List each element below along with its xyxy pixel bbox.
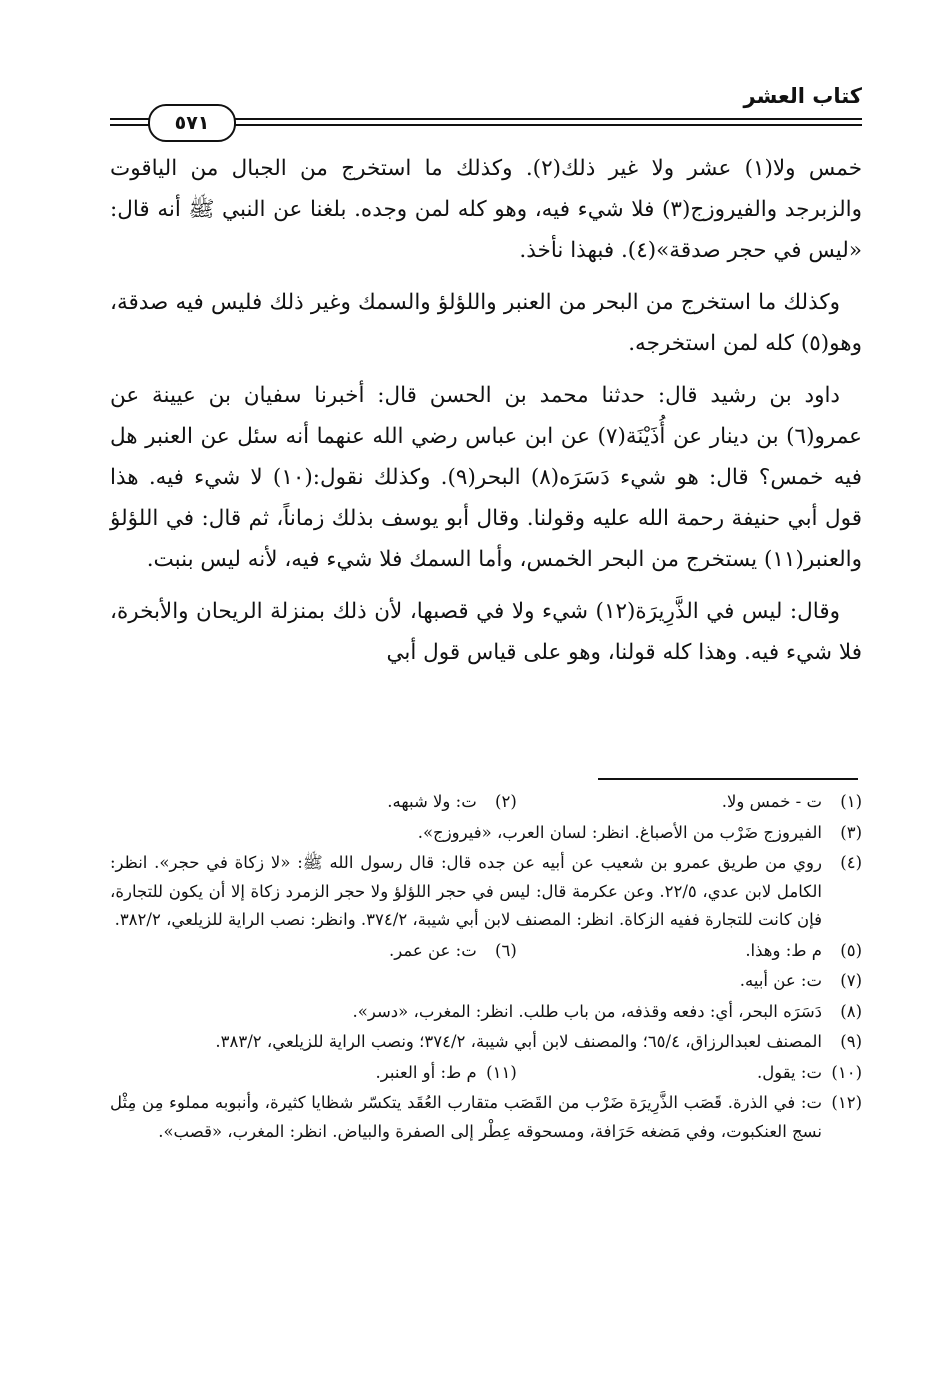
footnote-text: ت: عن عمر. — [389, 940, 477, 960]
footnote — [110, 1089, 862, 1146]
footnote-text: ت: عن أبيه. — [739, 971, 822, 990]
page-number: ٥٧١ — [148, 104, 236, 142]
footnote-text: م ط: أو العنبر. — [375, 1062, 477, 1082]
footnote-number: (٤) — [840, 853, 862, 872]
paragraph: داود بن رشيد قال: حدثنا محمد بن الحسن قال: أخبرنا سفيان بن عيينة عن عمرو(٦) بن دينار عن أُذَيْنَة(٧) عن ابن عباس رضي الله عنهما أنه سئل عن العنبر هل فيه خمس؟ قال: هو شيء دَسَرَه(٨) البحر(٩). وكذلك نقول:(١٠) لا شيء فيه. هذا قول أبي حنيفة رحمة الله عليه وقولنا. وقال أبو يوسف بذلك زماناً، ثم قال: في اللؤلؤ والعنبر(١١) يستخرج من البحر الخمس، وأما السمك فلا شيء فيه، لأنه ليس بنبت. — [110, 383, 862, 572]
footnote-number: (١١) — [486, 1062, 517, 1082]
main-text — [110, 148, 862, 684]
footnote-number: (٣) — [840, 822, 862, 842]
paragraph: وقال: ليس في الذَّرِيرَة(١٢) شيء ولا في قصبها، لأن ذلك بمنزلة الريحان والأبخرة، فلا شيء فيه. وهذا كله قولنا، وهو على قياس قول أبي — [110, 599, 862, 665]
footnote — [110, 1028, 862, 1057]
paragraph: وكذلك ما استخرج من البحر من العنبر واللؤلؤ والسمك وغير ذلك فليس فيه صدقة، وهو(٥) كله لمن استخرجه. — [110, 290, 862, 356]
footnote-number: (٦) — [495, 940, 517, 960]
footnote-text: ت - خمس ولا. — [721, 792, 822, 811]
running-title: كتاب العشر — [743, 84, 862, 108]
footnote — [110, 819, 862, 848]
footnote — [387, 788, 516, 817]
page-header — [110, 78, 862, 138]
footnote-number: (٢) — [495, 792, 517, 811]
footnote — [389, 937, 517, 966]
footnote — [110, 998, 862, 1027]
footnote-number: (٥) — [840, 940, 862, 960]
footnote-number: (٨) — [840, 1001, 862, 1021]
footnote-text: الفيروزج ضَرْب من الأصباغ. انظر: لسان العرب، «فيروزج». — [417, 822, 822, 842]
footnote-text: المصنف لعبدالرزاق، ٦٥/٤؛ والمصنف لابن أبي شيبة، ٣٧٤/٢؛ ونصب الراية للزيلعي، ٣٨٣/٢. — [215, 1032, 822, 1051]
footnote — [110, 849, 862, 935]
footnote-number: (٩) — [840, 1032, 862, 1051]
footnote-number: (١) — [840, 792, 862, 811]
footnote-row — [110, 1059, 862, 1088]
footnote-text: دَسَرَه البحر، أي: دفعه وقذفه، من باب طلب. انظر: المغرب، «دسر». — [352, 1001, 822, 1021]
footnote-number: (١٢) — [831, 1093, 862, 1112]
footnote-text: م ط: وهذا. — [745, 940, 822, 960]
footnotes — [110, 788, 862, 1148]
footnote — [110, 967, 862, 996]
footnote-text: روي من طريق عمرو بن شعيب عن أبيه عن جده قال: قال رسول الله ﷺ: «لا زكاة في حجر». انظر: الكامل لابن عدي، ٢٢/٥. وعن عكرمة قال: ليس في حجر اللؤلؤ ولا حجر الزمرد زكاة إلا أن يكون للتجارة، فإن كانت للتجارة ففيه الزكاة. انظر: المصنف لابن أبي شيبة، ٣٧٤/٢. وانظر: نصب الراية للزيلعي، ٣٨٢/٢. — [110, 853, 822, 929]
footnote-text: ت: يقول. — [756, 1062, 822, 1082]
footnote-row — [110, 937, 862, 966]
footnote-number: (١٠) — [831, 1062, 862, 1082]
footnote-text: ت: ولا شبهه. — [387, 792, 477, 811]
paragraph: خمس ولا(١) عشر ولا غير ذلك(٢). وكذلك ما استخرج من الجبال من الياقوت والزبرجد والفيروزج(٣) فلا شيء فيه، وهو كله لمن وجده. بلغنا عن النبي ﷺ أنه قال: «ليس في حجر صدقة»(٤). فبهذا نأخذ. — [110, 156, 862, 263]
footnote-row — [110, 788, 862, 817]
footnote-number: (٧) — [840, 971, 862, 990]
footnote-text: ت: في الذرة. قَصَب الذَّرِيرَة ضَرْب من القَصَب متقارب العُقَد يتكسّر شظايا كثيرة، وأنبوبه مملوء مِن مِثْل نسج العنكبوت، وفي مَضغه حَرَافة، ومسحوقه عِطْر إلى الصفرة والبياض. انظر: المغرب، «قصب». — [110, 1093, 822, 1141]
footnote — [376, 1059, 517, 1088]
footnote-separator — [598, 778, 858, 780]
